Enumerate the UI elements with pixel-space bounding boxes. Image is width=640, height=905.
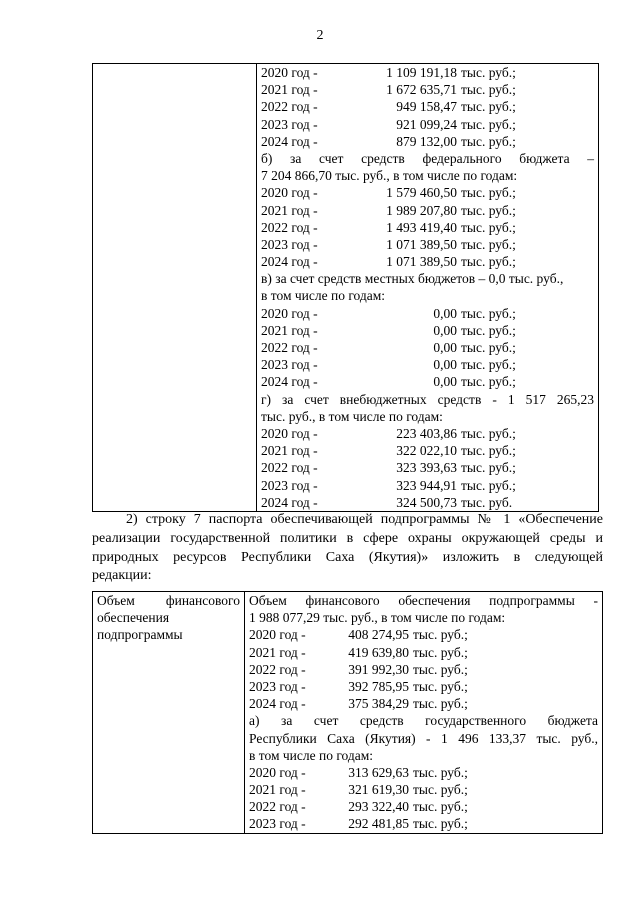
year-label: 2021 год - xyxy=(261,322,318,338)
year-amount-line xyxy=(261,373,594,390)
amount-value: 0,00 xyxy=(433,322,457,338)
amount-value: 321 619,30 xyxy=(348,782,409,798)
amount-unit: тыс. руб.; xyxy=(413,678,468,694)
amount-unit: тыс. руб.; xyxy=(461,65,516,80)
amount-unit: тыс. руб.; xyxy=(413,764,468,780)
amount-value: 323 944,91 xyxy=(396,477,457,493)
year-label: 2024 год - xyxy=(249,696,306,712)
amount-unit: тыс. руб.; xyxy=(461,374,516,390)
year-list-c xyxy=(261,305,594,391)
amount-value: 1 672 635,71 xyxy=(386,82,457,98)
amount-unit: тыс. руб.; xyxy=(461,202,516,218)
year-amount-line xyxy=(261,253,594,270)
year-list-total xyxy=(249,626,598,712)
label-line-1: Объем финансового xyxy=(97,593,240,608)
year-amount-line xyxy=(249,626,598,643)
funding-details-cell xyxy=(257,64,599,512)
year-amount-line xyxy=(261,81,594,98)
subprogram-total-heading: Объем финансового обеспечения подпрограммы - xyxy=(249,593,598,608)
amount-unit: тыс. руб.; xyxy=(413,627,468,643)
year-list-b xyxy=(261,184,594,270)
year-label: 2023 год - xyxy=(249,678,306,694)
paragraph-line-1: 2) строку 7 паспорта обеспечивающей подпрограммы № 1 «Обеспечение xyxy=(126,512,603,527)
local-budget-heading: в) за счет средств местных бюджетов – 0,0 тыс. руб., xyxy=(261,271,564,287)
local-budget-subheading: в том числе по годам: xyxy=(261,288,386,304)
year-label: 2021 год - xyxy=(261,443,318,459)
amount-value: 0,00 xyxy=(433,305,457,321)
year-label: 2023 год - xyxy=(261,116,318,132)
year-amount-line xyxy=(261,425,594,442)
year-amount-line xyxy=(261,236,594,253)
empty-label-cell xyxy=(93,64,257,512)
page-number: 2 xyxy=(316,28,324,43)
amount-value: 0,00 xyxy=(433,357,457,373)
year-label: 2020 год - xyxy=(261,185,318,201)
funding-label-cell xyxy=(93,592,245,834)
amount-unit: тыс. руб.; xyxy=(461,254,516,270)
amount-unit: тыс. руб.; xyxy=(461,236,516,252)
amount-value: 375 384,29 xyxy=(348,696,409,712)
year-amount-line xyxy=(261,133,594,150)
state-budget-heading: а) за счет средств государственного бюджета xyxy=(249,713,598,729)
amount-unit: тыс. руб.; xyxy=(461,133,516,149)
year-label: 2022 год - xyxy=(261,219,318,235)
year-amount-line xyxy=(261,494,594,511)
amount-unit: тыс. руб.; xyxy=(413,661,468,677)
extra-budget-subheading: тыс. руб., в том числе по годам: xyxy=(261,408,443,424)
year-list-d xyxy=(261,425,594,511)
amount-unit: тыс. руб.; xyxy=(413,644,468,660)
amount-unit: тыс. руб.; xyxy=(461,460,516,476)
year-label: 2022 год - xyxy=(261,340,318,355)
year-amount-line xyxy=(261,356,594,373)
amount-value: 313 629,63 xyxy=(348,764,409,780)
year-label: 2022 год - xyxy=(261,99,318,115)
year-label: 2024 год - xyxy=(261,254,318,270)
year-amount-line xyxy=(261,477,594,494)
amount-unit: тыс. руб.; xyxy=(461,477,516,493)
year-amount-line xyxy=(261,339,594,356)
year-label: 2022 год - xyxy=(249,799,306,815)
amount-unit: тыс. руб.; xyxy=(461,305,516,321)
amount-unit: тыс. руб.; xyxy=(461,443,516,459)
year-label: 2020 год - xyxy=(249,764,306,780)
amount-unit: тыс. руб.; xyxy=(461,340,516,355)
year-list-state xyxy=(249,764,598,833)
year-amount-line xyxy=(249,764,598,781)
year-amount-line xyxy=(261,322,594,339)
amount-value: 223 403,86 xyxy=(396,425,457,441)
year-label: 2023 год - xyxy=(249,816,306,832)
federal-budget-heading: б) за счет средств федерального бюджета – xyxy=(261,150,594,166)
year-label: 2021 год - xyxy=(261,202,318,218)
amount-value: 1 579 460,50 xyxy=(386,185,457,201)
paragraph-line-3: природных ресурсов Республики Саха (Якутия)» изложить в следующей xyxy=(92,549,603,565)
subprogram-details-cell xyxy=(245,592,603,834)
year-list-a xyxy=(261,64,594,150)
year-amount-line xyxy=(249,798,598,815)
year-amount-line xyxy=(261,305,594,322)
year-amount-line xyxy=(249,661,598,678)
amount-unit: тыс. руб.; xyxy=(461,82,516,98)
amount-value: 1 109 191,18 xyxy=(386,65,457,80)
amount-value: 1 493 419,40 xyxy=(386,219,457,235)
amendment-paragraph xyxy=(92,511,603,586)
year-label: 2023 год - xyxy=(261,236,318,252)
year-amount-line xyxy=(261,442,594,459)
amount-value: 392 785,95 xyxy=(348,678,409,694)
year-label: 2020 год - xyxy=(249,627,306,643)
amount-value: 408 274,95 xyxy=(348,627,409,643)
amount-unit: тыс. руб.; xyxy=(413,696,468,712)
year-label: 2024 год - xyxy=(261,374,318,390)
amount-value: 324 500,73 xyxy=(396,494,457,510)
amount-unit: тыс. руб.; xyxy=(413,816,468,832)
year-label: 2022 год - xyxy=(261,460,318,476)
amount-unit: тыс. руб.; xyxy=(461,357,516,373)
year-label: 2024 год - xyxy=(261,494,318,510)
amount-value: 322 022,10 xyxy=(396,443,457,459)
year-amount-line xyxy=(261,116,594,133)
year-label: 2021 год - xyxy=(249,782,306,798)
year-amount-line xyxy=(249,644,598,661)
year-label: 2020 год - xyxy=(261,425,318,441)
subprogram-funding-table xyxy=(92,591,603,834)
funding-table-continued xyxy=(92,63,599,512)
year-label: 2022 год - xyxy=(249,661,306,677)
year-label: 2023 год - xyxy=(261,477,318,493)
state-budget-subheading: в том числе по годам: xyxy=(249,747,374,763)
amount-unit: тыс. руб.; xyxy=(461,425,516,441)
amount-value: 323 393,63 xyxy=(396,460,457,476)
amount-value: 1 071 389,50 xyxy=(386,236,457,252)
subprogram-total-amount: 1 988 077,29 тыс. руб., в том числе по годам: xyxy=(249,610,506,626)
amount-value: 0,00 xyxy=(433,340,457,355)
amount-unit: тыс. руб.; xyxy=(413,782,468,798)
amount-value: 879 132,00 xyxy=(396,133,457,149)
amount-value: 949 158,47 xyxy=(396,99,457,115)
year-amount-line xyxy=(249,815,598,832)
amount-unit: тыс. руб.; xyxy=(461,116,516,132)
year-amount-line xyxy=(261,184,594,201)
year-label: 2021 год - xyxy=(261,82,318,98)
paragraph-line-4: редакции: xyxy=(92,568,152,584)
amount-unit: тыс. руб. xyxy=(461,494,513,510)
year-amount-line xyxy=(249,678,598,695)
year-label: 2024 год - xyxy=(261,133,318,149)
amount-unit: тыс. руб.; xyxy=(413,799,468,815)
year-label: 2020 год - xyxy=(261,65,318,80)
amount-value: 1 071 389,50 xyxy=(386,254,457,270)
amount-unit: тыс. руб.; xyxy=(461,99,516,115)
paragraph-line-2: реализации государственной политики в сфере охраны окружающей среды и xyxy=(92,530,603,546)
amount-value: 1 989 207,80 xyxy=(386,202,457,218)
amount-unit: тыс. руб.; xyxy=(461,219,516,235)
year-amount-line xyxy=(261,64,594,81)
amount-value: 921 099,24 xyxy=(396,116,457,132)
state-budget-amount: Республики Саха (Якутия) - 1 496 133,37 тыс. руб., xyxy=(249,730,598,746)
year-label: 2023 год - xyxy=(261,357,318,373)
amount-value: 293 322,40 xyxy=(348,799,409,815)
amount-value: 292 481,85 xyxy=(348,816,409,832)
year-amount-line xyxy=(261,219,594,236)
label-line-3: подпрограммы xyxy=(97,627,183,643)
amount-value: 419 639,80 xyxy=(348,644,409,660)
year-amount-line xyxy=(249,781,598,798)
amount-value: 391 992,30 xyxy=(348,661,409,677)
year-amount-line xyxy=(249,695,598,712)
federal-budget-total: 7 204 866,70 тыс. руб., в том числе по годам: xyxy=(261,168,518,184)
year-amount-line xyxy=(261,98,594,115)
amount-value: 0,00 xyxy=(433,374,457,390)
amount-unit: тыс. руб.; xyxy=(461,322,516,338)
year-amount-line xyxy=(261,202,594,219)
amount-unit: тыс. руб.; xyxy=(461,185,516,201)
label-line-2: обеспечения xyxy=(97,610,170,626)
year-label: 2021 год - xyxy=(249,644,306,660)
year-amount-line xyxy=(261,459,594,476)
extra-budget-heading: г) за счет внебюджетных средств - 1 517 265,23 xyxy=(261,391,594,407)
year-label: 2020 год - xyxy=(261,305,318,321)
